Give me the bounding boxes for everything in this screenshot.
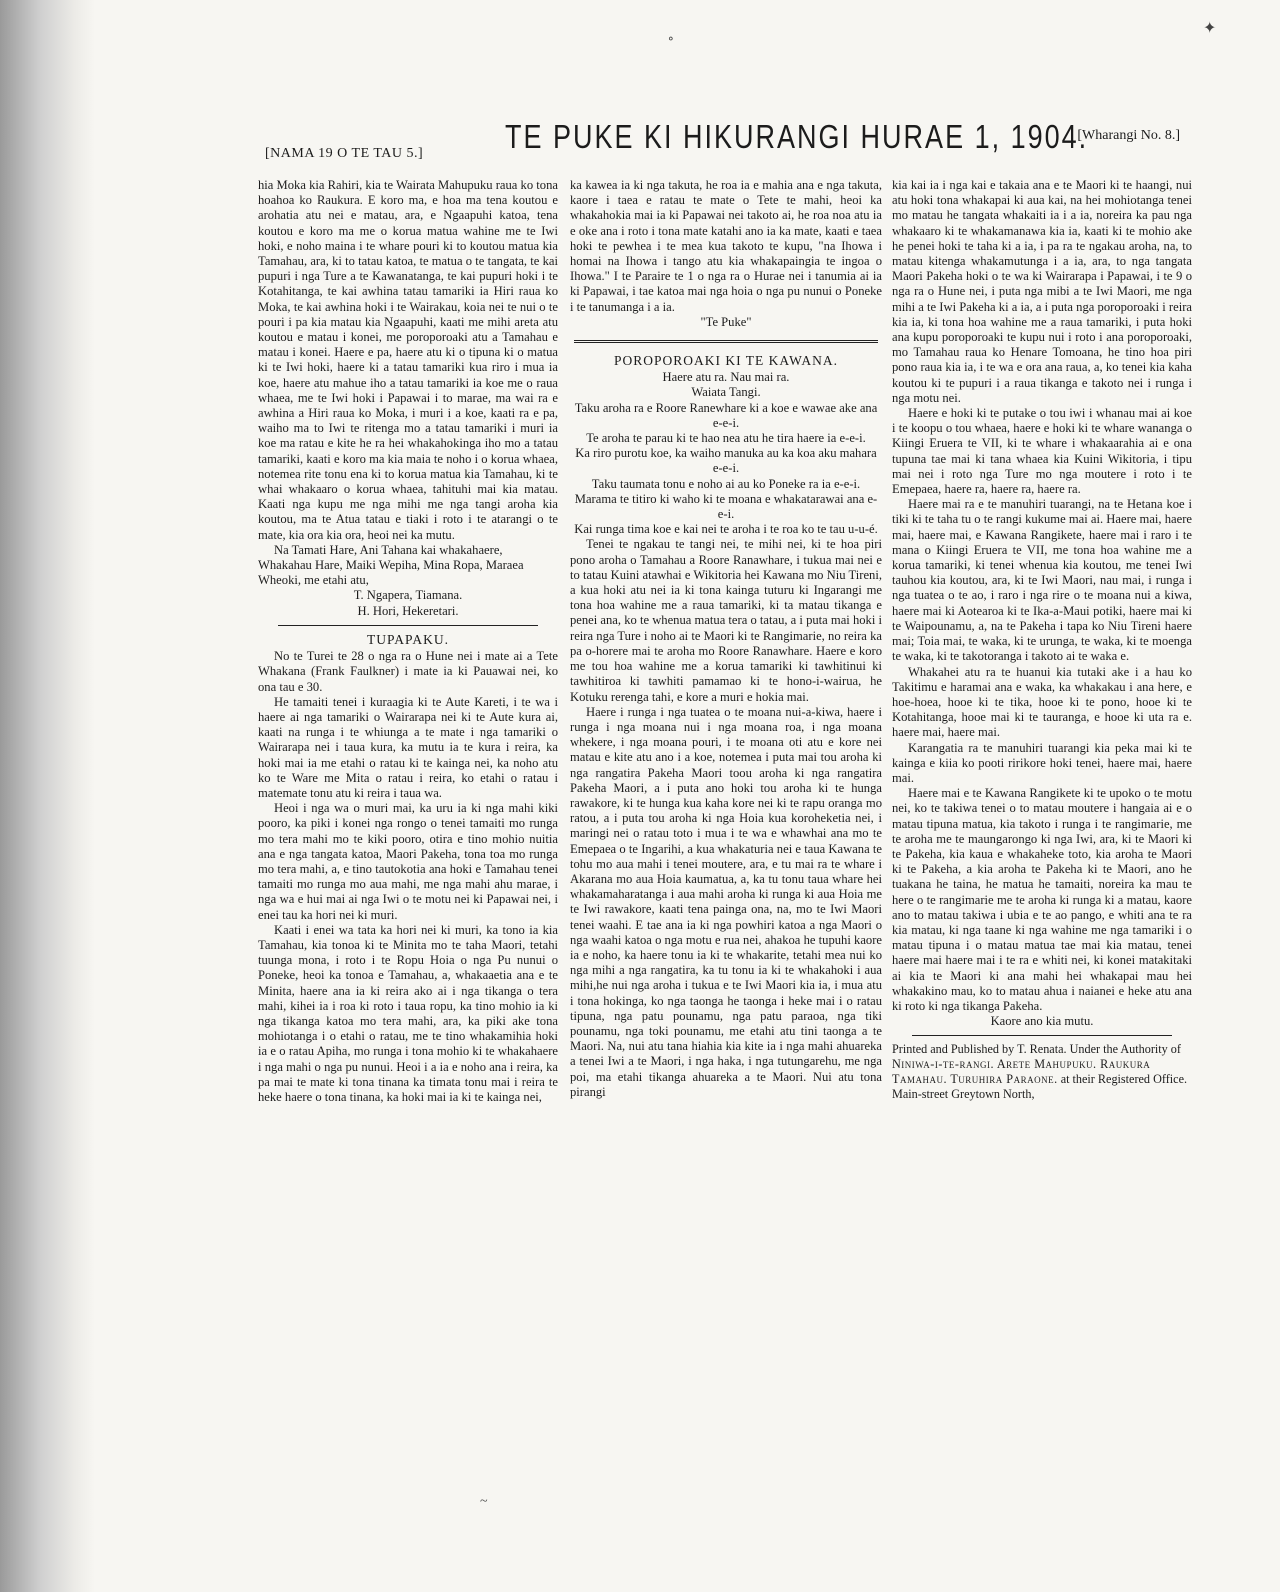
verse-line: Haere atu ra. Nau mai ra.	[662, 370, 790, 385]
verse-line: Kai runga tima koe e kai nei te aroha i te roa ko te tau u-u-é.	[574, 522, 878, 537]
issue-number: [NAMA 19 O TE TAU 5.]	[265, 146, 424, 161]
print-speck: ᐤ	[668, 35, 674, 50]
paragraph: Haere e hoki ki te putake o tou iwi i whanau mai ai koe i te koopu o tou whaea, haere e hoki ki te whare wananga o Kiingi Eruera te VII, ki te whare i whakaarahia ai e ona tupuna tae mai ki tana whaea kia Kuini Wikitoria, i tipu mai nei i roto nga Ture mo nga moutere i roto i te Emepaea, haere ra, haere ra, haere ra.	[892, 406, 1192, 497]
paragraph: Heoi i nga wa o muri mai, ka uru ia ki nga mahi kiki pooro, ka piki i konei nga rongo o tenei tamaiti mo runga mo tera mahi mo te kiki pooro, otira e tino mohio nuitia ana e nga tangata katoa, Maori Pakeha, tona toa mo runga mo tera mahi, a, e tino tautokotia ana hoki e Tamahau tenei tamaiti mo runga mo aua mahi, me nga mahi ahu marae, i nga wa e hui mai ai nga Iwi o te motu nei ki Papawai nei, i enei tau ka hori nei ki muri.	[258, 801, 558, 922]
paragraph: ka kawea ia ki nga takuta, he roa ia e mahia ana e nga takuta, kaore i taea e ratau te mate o Tete te mahi, heoi ka whakahokia mai ia ki Papawai nei takoto ai, he roa noa atu ia e oke ana i roto i tona mate katahi ano ia ka mate, kaati e taea hoki te pewhea i te mea kua takoto te kupu, "na Ihowa i homai na Ihowa i tango atu kia whakapaingia te ingoa o Ihowa." I te Paraire te 1 o nga ra o Hurae nei i tanumia ai ia ki Papawai, i tae katoa mai nga hoia o nga pu nunui o Poneke i te tanumanga i a ia.	[570, 178, 882, 314]
column-3	[892, 178, 1192, 1102]
signature-secretary: H. Hori, Hekeretari.	[357, 603, 459, 618]
paragraph: Kaati i enei wa tata ka hori nei ki muri, ka tono ia kia Tamahau, kia tonoa ki te Minita mo te taha Maori, tetahi tuunga mona, i roto i te Ropu Hoia o nga Pu nunui o Poneke, heoi ka tonoa e Tamahau, a, whakaaetia ana e te Minita, haere ana ia ki reira ako ai i nga tikanga o tera mahi, kihei ia i roa ki roto i taua ropu, ka tino mohio ia ki nga tikanga katoa mo tera mahi, ara, ka piki ake tona mohiotanga i o etahi o ratau, me te tino whakamihia hoki ia e o ratau Apiha, mo runga i tona mohio ki te whakahaere i nga mahi o nga pu nunui. Heoi i a ia e noho ana i reira, ka pa mai te mate ki tona tinana ka timata tonu mai i reira te heke haere o tona tinana, ka hoki mai ia ki te kainga nei,	[258, 922, 558, 1104]
divider	[278, 625, 538, 626]
imprint	[892, 1042, 1192, 1102]
verse-line: Ka riro purotu koe, ka waiho manuka au ka koa aku mahara e-e-i.	[575, 446, 877, 476]
imprint-office: at their Registered Office. Main-street Greytown North,	[892, 1072, 1188, 1102]
verse-line: Taku taumata tonu e noho ai au ko Poneke ra ia e-e-i.	[591, 476, 861, 491]
signature-chairman: T. Ngapera, Tiamana.	[353, 588, 463, 603]
letter-signatories: Na Tamati Hare, Ani Tahana kai whakahaere, Whakahau Hare, Maiki Wepiha, Mina Ropa, Maraea Wheoki, me etahi atu,	[258, 542, 524, 588]
paragraph: kia kai ia i nga kai e takaia ana e te Maori ki te haangi, nui atu hoki tona whakapai ki aua kai, na hei mohiotanga tenei mo matau he tangata whakaiti ia i a ia, noreira ka pau nga whakaaro ki te whakamanawa kia ia, kaati ki te mohio ake he penei hoki te taha ki a ia, i pa ra te ngakau aroha, na, to matau kitenga whakamutunga i a ia, ara, to nga tangata Maori Pakeha hoki o te wa ki Wairarapa i Papawai, i te 9 o nga ra o Hune nei, i puta nga mibi a te Iwi Maori, me nga mihi a te Iwi Pakeha ki a ia, a i puta nga poroporoaki i reira kia ia, ki tona hoa wahine me a raua tamariki, i puta hoki ana kupu poroporoaki te kupu nui i roto i ana poroporoaki, mo Tamahau raua ko Henare Tomoana, he tino hoa piri pono raua kia ia, i te wa e ora ana raua, a, ko tenei kia kaha koutou ki te pupuri i a raua tikanga e takoto nei i runga i nga motu nei.	[892, 178, 1192, 405]
article-heading-poroporoaki: POROPOROAKI KI TE KAWANA.	[614, 353, 838, 369]
page-number: [Wharangi No. 8.]	[1077, 128, 1180, 143]
imprint-text: Printed and Published by T. Renata. Under the Authority of	[892, 1042, 1181, 1057]
print-speck: ✦	[1203, 20, 1217, 37]
waiata-verse	[570, 370, 882, 537]
paragraph: Whakahei atu ra te huanui kia tutaki ake i a hau ko Takitimu e haramai ana e waka, ka whakakau i ana here, e hoe-hoea, hooe ki te tika, hooe ki te pono, hooe ki te Kotahitanga, hooe mai ki te tauranga, e hooe ki uta ra e. haere mai, haere mai.	[892, 664, 1192, 740]
masthead-title: TE PUKE KI HIKURANGI HURAE 1, 1904.	[505, 118, 1089, 156]
article-signature: "Te Puke"	[700, 314, 752, 329]
article-heading-tupapaku: TUPAPAKU.	[367, 631, 449, 647]
paragraph: Haere mai e te Kawana Rangikete ki te upoko o te motu nei, ko te takiwa tenei o to matau moutere i hangaia ai e o matau tipuna matua, kia takoto i runga i te rangimarie, me te aroha me te maungarongo ki nga Iwi, ara, ki te Maori ki te Pakeha, kia kaua e whakaheke toto, kia aroha te Maori ki te Pakeha, a kia aroha te Pakeha ki te Maori, ano he tuakana he taina, he matua he tamaiti, noreira ka mau te here o te rangimarie me te aroha ki runga ki a matau, kaore ano to matau takiwa i ubia e te ao pango, e whiti ana te ra kia matau, ki nga taane ki nga wahine me nga tamariki i o matau tipuna i o matau matua tae mai kia matau, tenei haere mai haere mai i te ra e whiti nei, ki konei matakitaki ai kia te Maori ki ana mahi hei whakapai mau hei whakakino mau, ko to matau ahua i naianei e heke atu ana ki roto ki nga tikanga Pakeha.	[892, 786, 1192, 1013]
column-1	[258, 178, 558, 1105]
to-be-continued: Kaore ano kia mutu.	[990, 1014, 1094, 1029]
page-header	[265, 118, 1180, 162]
verse-line: Taku aroha ra e Roore Ranewhare ki a koe e wawae ake ana e-e-i.	[574, 400, 878, 430]
print-speck: ~	[480, 1494, 488, 1509]
scan-shadow	[0, 0, 95, 1592]
paragraph: He tamaiti tenei i kuraagia ki te Aute Kareti, i te wa i haere ai nga tamariki o Wairarapa nei ki te Aute kura ai, kaati na runga i te whiunga a te mate i nga tamariki o Wairarapa nei i taua kura, ka mutu ia te kura i reira, ka hoki mai ia me etahi o ratau ki te kainga nei, ka noho atu ko te Ware me Mita o ratau i reira, ko etahi o ratau i matemate tonu atu ki reira i taua wa.	[258, 694, 558, 800]
paragraph: Haere mai ra e te manuhiri tuarangi, na te Hetana koe i tiki ki te taha tu o te rangi kukume mai ai. Haere mai, haere mai, haere mai, e Kawana Rangikete, haere mai i raro i te mana o Kiingi Eruera te VII, me tona hoa wahine me a korua tamariki, ki tenei whenua kia koutou, me tenei Iwi tauhou kia koutou, ara, ki te Iwi Maori, nau mai, i runga i nga tuatea o te ao, i raro i nga rire o te moana nui a kiwa, haere mai ki Aotearoa ki te Ika-a-Maui potiki, haere mai ki te Waipounamu, a, na te Pakeha i tapa ko Niu Tireni haere mai; Toia mai, te waka, ki te urunga, te waka, ki te moenga te waka, ki te takotoranga i takoto ai te waka e.	[892, 497, 1192, 664]
paragraph: Haere i runga i nga tuatea o te moana nui-a-kiwa, haere i runga i nga moana nui i nga moana roa, i nga moana whekere, i nga moana pouri, i te moana oti atu e kore nei matau e kite atu ano i a koe, notemea i puta mai tou aroha ki nga rangatira Pakeha Maori toou aroha ki nga rangatira Pakeha Maori, a i puta ano hoki tou aroha ki te hunga rawakore, ki te hunga kua kaha kore nei ki te rapu oranga mo ratou, a i puta tou aroha ki nga Hoia kua koroheketia nei, i maringi nei o ratau toto i mua i te wa e whawhai ana mo te Emepaea o te Ingarihi, a kua whakaturia nei e taua Kawana te tohu mo aua mahi i tenei moutere, ara, e tu mai ra te whare i Akarana mo aua Hoia kaumatua, a, ka tu tonu taua whare hei whakamaharatanga i aua mahi aroha ki runga ki aua Hoia me te Iwi rawakore, kaati tena painga ona, na, mo te Iwi Maori tenei waahi. E tae ana ia ki nga powhiri katoa a nga Maori o nga waahi katoa o nga motu e rua nei, ahakoa he tupuhi kaore ia e noho, ka haere tonu ia ki te whakarite, tetahi mea nui ko nga mihi a nga rangatira, ka tu tonu ia ki te whakahoki i aua mihi,he nui nga aroha i tukua e te Iwi Maori kia ia, i mua atu i tona hokinga, ko nga taonga he taonga i heke mai i o ratau tipuna, nga patu pounamu, nga patu paraoa, nga tiki pounamu, nga toki pounamu, me etahi atu tini taonga a te Maori. Na, nui atu tana hiahia kia kite ia i nga mahi ahuareka a tenei Iwi a te Maori, i nga haka, i nga tutungarehu, me nga poi, ma etahi tikanga ahuareka a te Maori. Nui atu tona pirangi	[570, 704, 882, 1099]
divider	[574, 340, 878, 343]
verse-line: Marama te titiro ki waho ki te moana e whakatarawai ana e-e-i.	[574, 491, 878, 522]
imprint-owners: Niniwa-i-te-rangi. Arete Mahupuku. Raukura Tamahau. Turuhira Paraone.	[892, 1057, 1151, 1087]
paragraph: Karangatia ra te manuhiri tuarangi kia peka mai ki te kainga e kiia ko pooti ririkore hoki tenei, haere mai, haere mai.	[892, 740, 1192, 785]
paragraph: Tenei te ngakau te tangi nei, te mihi nei, ki te hoa piri pono aroha o Tamahau a Roore Ranawhare, i tukua mai nei e to tatau Kuini atawhai e Wikitoria hei Kawana mo Niu Tireni, a kua hoki atu nei ia ki tona kainga tuturu ki Ingarangi me tona hoa wahine me a raua tamariki, ki ta matau tikanga e penei ana, ko te whenua matua tera o tatau, a i puta mai hoki i reira nga Ture i noho ai te Maori ki te Rangimarie, no reira ka pa o-horere mai te aroha mo Roore Ranawhare. Haere e koro me tou hoa wahine me a korua tamariki ki tawhitinui ki tawhitiroa ki tawhiti pamamao ki te hono-i-wairua, he Kotuku rerenga tahi, e kore a muri e hokia mai.	[570, 537, 882, 704]
letter-body: hia Moka kia Rahiri, kia te Wairata Mahupuku raua ko tona hoahoa ko Raukura. E koro ma, e hoa ma tena koutou e arohatia atu nei e matau, ara, e Ngaapuhi katoa, tena koutou e koro ma me o korua matua wahine me te Iwi hoki, e noho maina i te whare pouri ki to koutou matua kia Tamahau, ara, ki to tatau katoa, te matua o te tangata, te kai pupuri i nga Ture a te Kawanatanga, te kai pupuri hoki i te Kotahitanga, te kai awhina tatau tamariki ia Hiri raua ko Moka, te kai awhina hoki i te Wairakau, koia nei te nui o te pouri i pa kia matau kia Ngaapuhi, kaati me mihi areta atu koutou e matau i konei, me poroporoaki atu a Tamahau e matau i konei. Haere e pa, haere atu ki o tipuna ki o matua ki te Iwi hoki, haere ki a tatau tamariki kua riro i mua ia koe, haere atu mahue iho a tatau tamariki ia koe me o raua whaea, me te Iwi hoki i Papawai i to marae, ma wai ra e awhina a Hiri raua ko Moka, i muri i a koe, kaati ra e pa, waiho ma to Iwi te ritenga mo a tatau tamariki i muri ia koe ma ratau e kite he ra hei whakahokinga iho mo a tatau tamariki, kaati e koro ma kia maia te noho i o korua whaea, notemea rite tonu ena ki to korua matua kia Tamahau, ki te whai whakaaro o korua whaea, tahituhi mai kia matau. Kaati nga kupu me nga mihi me nga tangi aroha kia koutou, ma te Atua tatau e tiaki i roto i te atarangi o te mate, kia ora kia ora, heoi nei ka mutu.	[258, 178, 558, 542]
paragraph: No te Turei te 28 o nga ra o Hune nei i mate ai a Tete Whakana (Frank Faulkner) i mate ia ki Pauawai nei, ko ona tau e 30.	[258, 649, 558, 694]
column-2	[570, 178, 882, 1100]
verse-line: Waiata Tangi.	[691, 385, 761, 400]
verse-line: Te aroha te parau ki te hao nea atu he tira haere ia e-e-i.	[586, 431, 866, 446]
divider	[912, 1035, 1172, 1036]
